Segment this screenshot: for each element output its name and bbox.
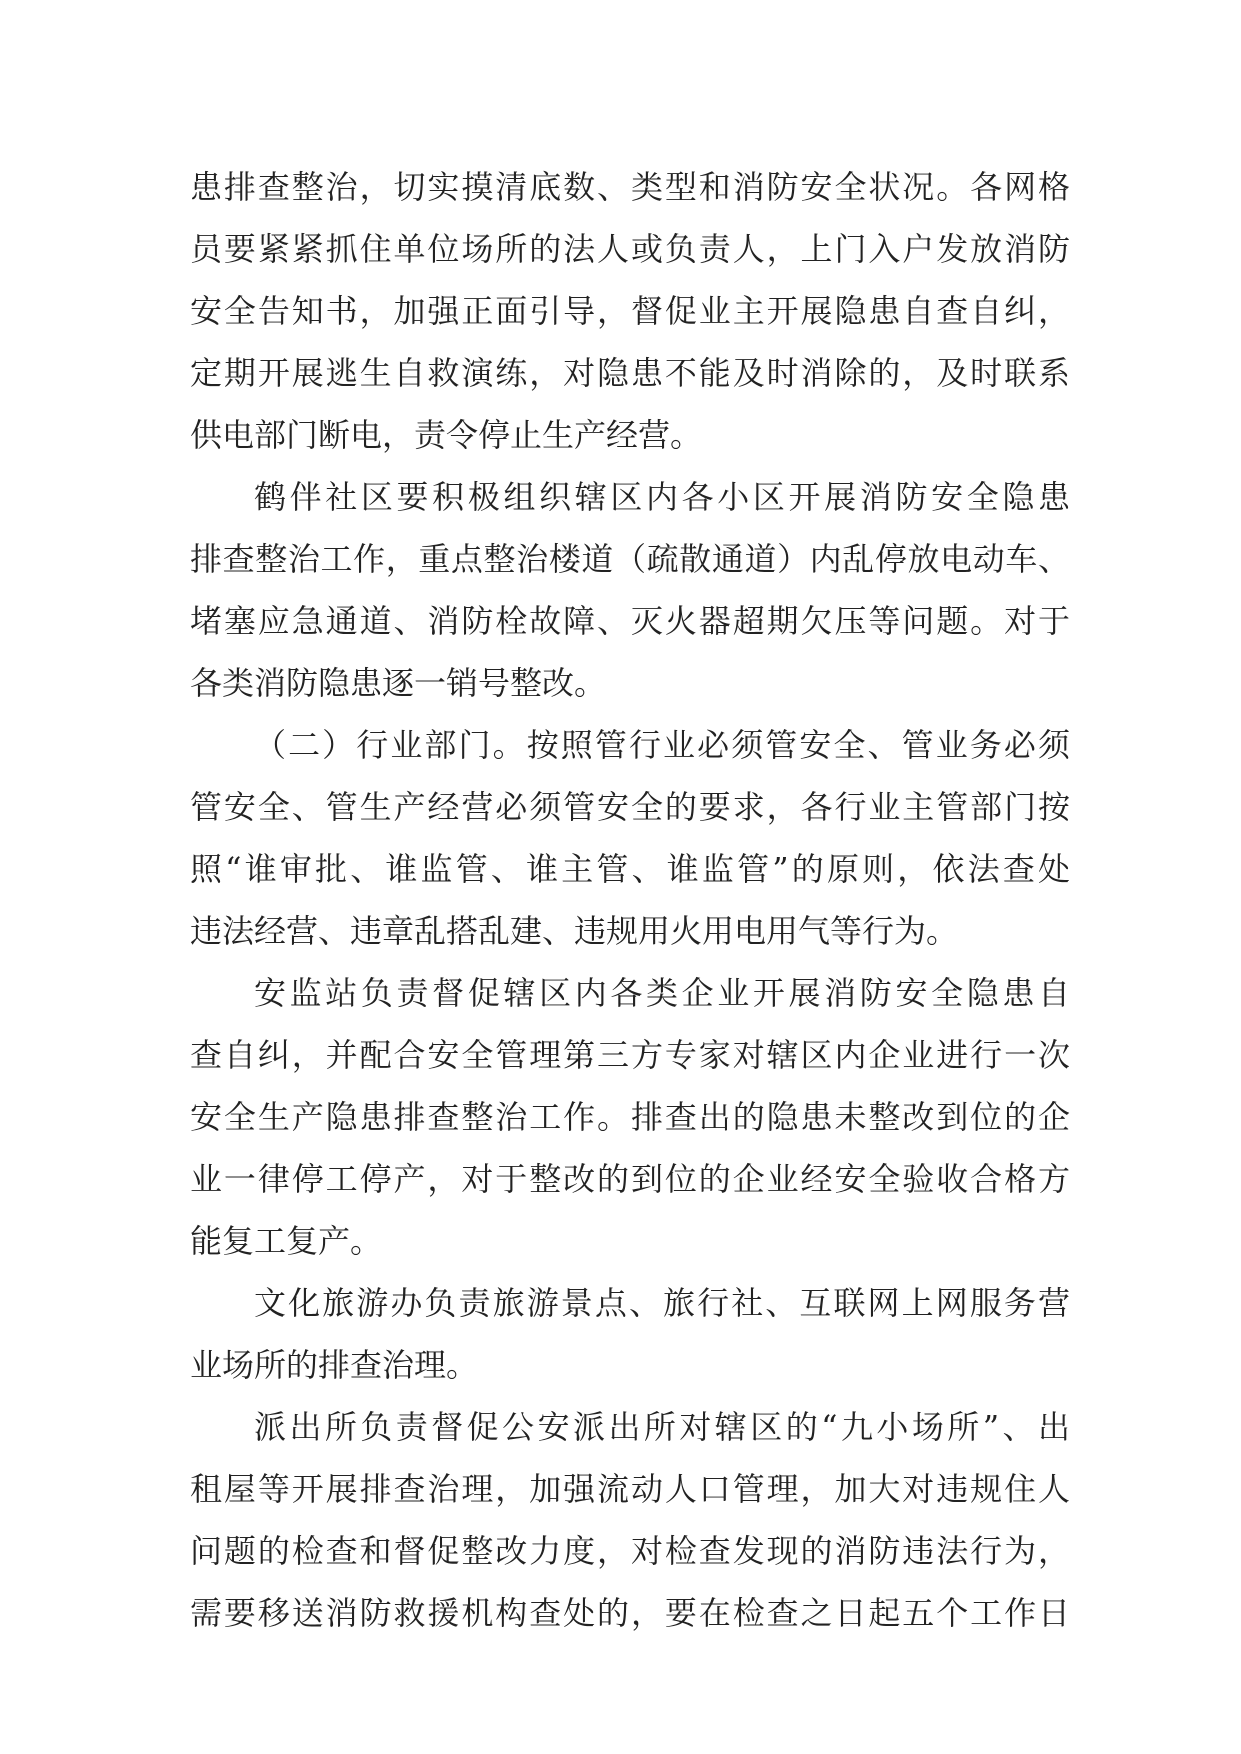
document-body <box>190 156 1070 1644</box>
text-line: 照“谁审批、谁监管、谁主管、谁监管”的原则，依法查处 <box>190 850 1070 888</box>
text-line: 能复工复产。 <box>190 1222 383 1260</box>
paragraph <box>190 156 1070 466</box>
text-line: 各类消防隐患逐一销号整改。 <box>190 664 607 702</box>
text-line: 定期开展逃生自救演练，对隐患不能及时消除的，及时联系 <box>190 354 1070 392</box>
text-line: 业一律停工停产，对于整改的到位的企业经安全验收合格方 <box>190 1160 1070 1198</box>
text-line: 供电部门断电，责令停止生产经营。 <box>190 416 703 454</box>
text-line: 排查整治工作，重点整治楼道（疏散通道）内乱停放电动车、 <box>190 540 1070 578</box>
text-line: 租屋等开展排查治理，加强流动人口管理，加大对违规住人 <box>190 1470 1070 1508</box>
text-line: 员要紧紧抓住单位场所的法人或负责人，上门入户发放消防 <box>190 230 1070 268</box>
paragraph <box>190 1396 1070 1644</box>
text-line: 安全告知书，加强正面引导，督促业主开展隐患自查自纠， <box>190 292 1070 330</box>
paragraph <box>190 466 1070 714</box>
text-line: 需要移送消防救援机构查处的，要在检查之日起五个工作日 <box>190 1594 1070 1632</box>
text-line: 问题的检查和督促整改力度，对检查发现的消防违法行为， <box>190 1532 1070 1570</box>
text-line: 患排查整治，切实摸清底数、类型和消防安全状况。各网格 <box>190 168 1070 206</box>
text-line: 文化旅游办负责旅游景点、旅行社、互联网上网服务营 <box>254 1284 1070 1322</box>
text-line: 安全生产隐患排查整治工作。排查出的隐患未整改到位的企 <box>190 1098 1070 1136</box>
text-line: 管安全、管生产经营必须管安全的要求，各行业主管部门按 <box>190 788 1070 826</box>
text-line: （二）行业部门。按照管行业必须管安全、管业务必须 <box>254 726 1070 764</box>
paragraph <box>190 1272 1070 1396</box>
paragraph <box>190 714 1070 962</box>
paragraph <box>190 962 1070 1272</box>
text-line: 堵塞应急通道、消防栓故障、灭火器超期欠压等问题。对于 <box>190 602 1070 640</box>
text-line: 查自纠，并配合安全管理第三方专家对辖区内企业进行一次 <box>190 1036 1070 1074</box>
text-line: 鹤伴社区要积极组织辖区内各小区开展消防安全隐患 <box>254 478 1070 516</box>
text-line: 业场所的排查治理。 <box>190 1346 479 1384</box>
text-line: 违法经营、违章乱搭乱建、违规用火用电用气等行为。 <box>190 912 959 950</box>
text-line: 安监站负责督促辖区内各类企业开展消防安全隐患自 <box>254 974 1070 1012</box>
text-line: 派出所负责督促公安派出所对辖区的“九小场所”、出 <box>254 1408 1070 1446</box>
